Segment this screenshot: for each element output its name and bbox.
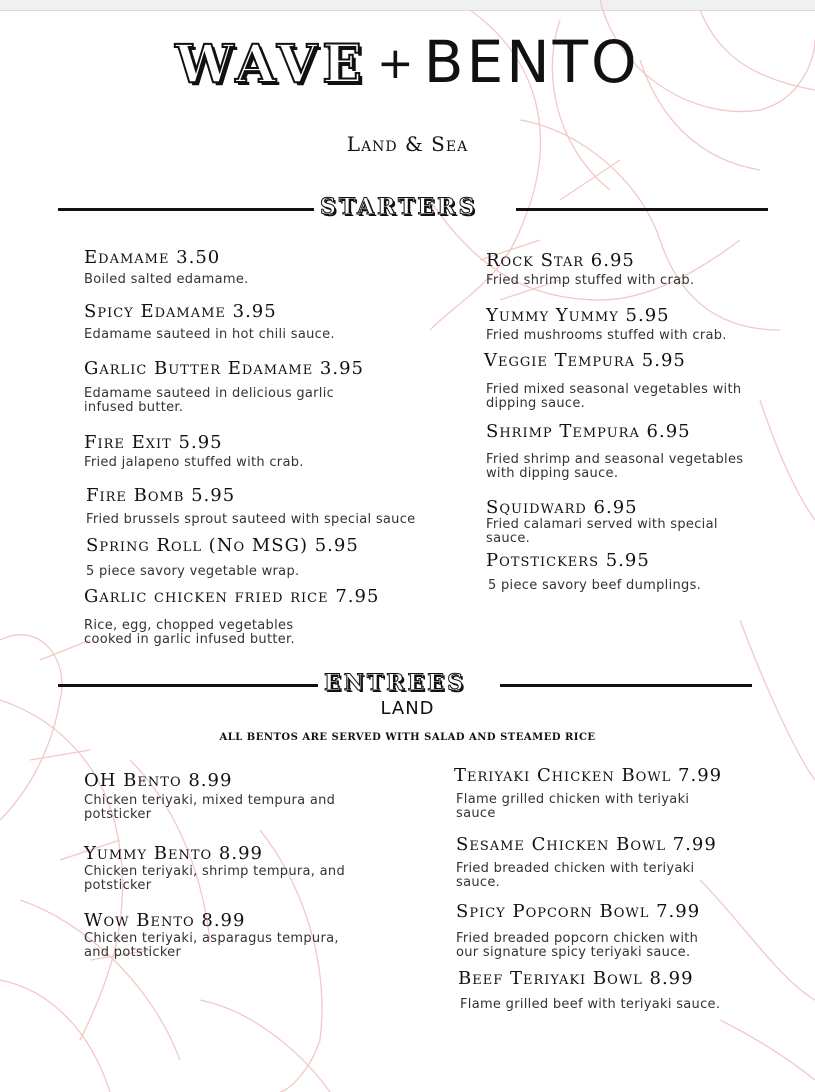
item-name: Spicy Edamame 3.95 [84,301,277,322]
item-name: Veggie Tempura 5.95 [484,350,686,371]
starters-rule-right [516,208,768,211]
item-name: Edamame 3.50 [84,247,221,268]
item-name: Fire Exit 5.95 [84,432,223,453]
item-name: Wow Bento 8.99 [84,910,246,931]
menu-item [86,535,359,579]
item-description: Edamame sauteed in delicious garlic infused butter. [84,386,335,415]
item-description: Flame grilled beef with teriyaki sauce. [460,997,721,1012]
menu-item [84,432,304,470]
item-name: Yummy Yummy 5.95 [486,305,670,326]
menu-item [84,843,345,893]
item-name: Potstickers 5.95 [486,550,650,571]
item-name: Spring Roll (No MSG) 5.95 [86,535,359,556]
item-description: Fried mixed seasonal vegetables with dipping sauce. [486,382,742,411]
menu-item [84,910,339,960]
item-description: Chicken teriyaki, asparagus tempura, and potsticker [84,931,339,960]
menu-item [84,770,335,822]
item-name: Rock Star 6.95 [486,250,635,271]
item-description: Fried brussels sprout sauteed with special sauce [86,512,416,527]
starters-heading: STARTERS [320,194,478,220]
menu-item [486,497,718,546]
item-name: Spicy Popcorn Bowl 7.99 [456,901,701,922]
subtitle: Land & Sea [346,132,469,156]
item-description: Chicken teriyaki, shrimp tempura, and potsticker [84,864,346,893]
restaurant-title [0,28,815,96]
brand-bento: BENTO [423,28,640,96]
window-top-border [0,0,815,11]
menu-item [456,901,700,960]
item-description: Boiled salted edamame. [84,272,249,287]
item-name: OH Bento 8.99 [84,770,233,791]
menu-item [84,586,379,647]
brand-wave: WAVE [175,34,367,95]
item-name: Fire Bomb 5.95 [86,485,236,506]
item-description: Flame grilled chicken with teriyaki sauce [456,792,690,821]
item-description: 5 piece savory beef dumplings. [488,578,702,593]
item-description: Fried jalapeno stuffed with crab. [84,455,304,470]
item-description: Fried shrimp and seasonal vegetables with dipping sauce. [486,452,744,481]
menu-item [84,247,249,287]
menu-item [84,301,335,342]
item-name: Shrimp Tempura 6.95 [486,421,691,442]
menu-item [86,485,415,527]
item-name: Beef Teriyaki Bowl 8.99 [458,968,694,989]
item-description: Fried calamari served with special sauce. [486,517,718,546]
item-description: Fried shrimp stuffed with crab. [486,273,695,288]
item-description: Rice, egg, chopped vegetables cooked in garlic infused butter. [84,618,295,647]
entrees-subheading: LAND [380,698,435,719]
menu-item [486,250,694,288]
item-description: Fried breaded popcorn chicken with our signature spicy teriyaki sauce. [456,931,699,960]
menu-item [454,765,722,821]
entrees-rule-left [58,684,318,687]
entrees-heading: ENTREES [324,670,466,696]
entrees-note: ALL BENTOS ARE SERVED WITH SALAD AND STEAMED RICE [219,732,596,743]
item-name: Sesame Chicken Bowl 7.99 [456,834,717,855]
menu-item [84,358,364,415]
item-name: Squidward 6.95 [486,497,638,518]
menu-item [456,834,717,890]
item-description: Edamame sauteed in hot chili sauce. [84,327,335,342]
entrees-rule-right [500,684,752,687]
menu-item [484,350,741,411]
item-name: Yummy Bento 8.99 [84,843,263,864]
item-name: Teriyaki Chicken Bowl 7.99 [454,765,723,786]
item-name: Garlic chicken fried rice 7.95 [84,586,380,607]
starters-rule-left [58,208,314,211]
menu-item [458,968,720,1012]
item-name: Garlic Butter Edamame 3.95 [84,358,365,379]
menu-item [486,421,743,481]
item-description: Fried breaded chicken with teriyaki sauce. [456,861,695,890]
item-description: Chicken teriyaki, mixed tempura and potsticker [84,793,336,822]
item-description: 5 piece savory vegetable wrap. [86,564,300,579]
menu-item [486,550,701,593]
item-description: Fried mushrooms stuffed with crab. [486,328,727,343]
brand-plus: + [376,38,414,89]
menu-item [486,305,727,343]
